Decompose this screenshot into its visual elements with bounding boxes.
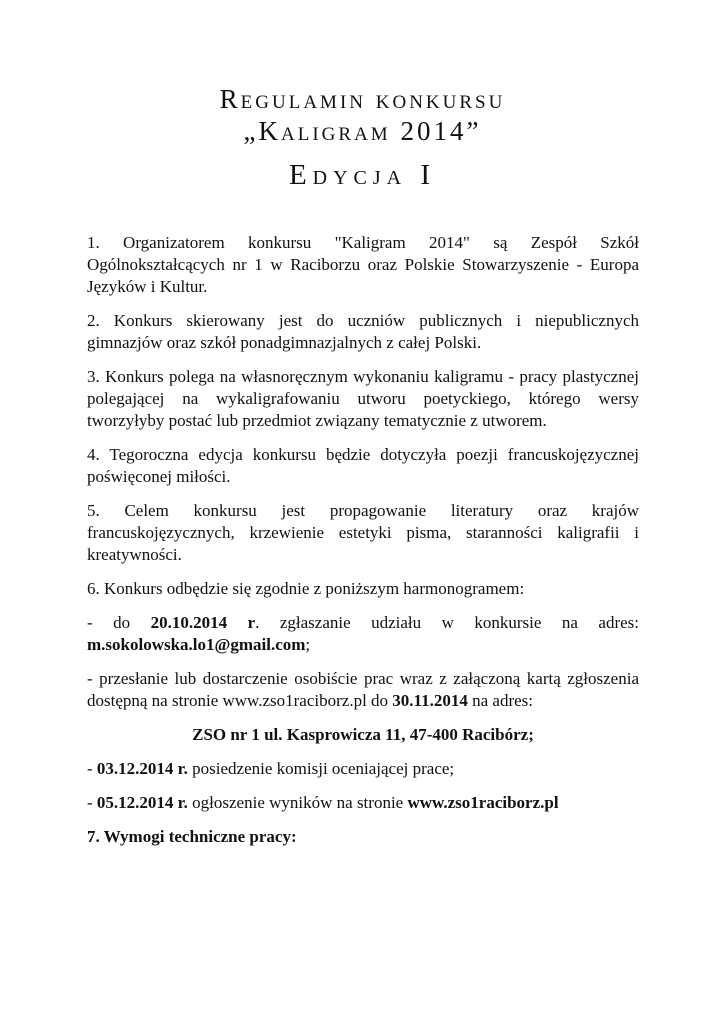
section-7-heading xyxy=(87,826,639,848)
submission-address: ZSO nr 1 ul. Kasprowicza 11, 47-400 Racibórz; xyxy=(192,725,534,744)
schedule-item-2-end: na adres: xyxy=(467,691,533,710)
schedule-item-1-date: 20.10.2014 r xyxy=(150,613,256,632)
paragraph-6: 6. Konkurs odbędzie się zgodnie z poniższym harmonogramem: xyxy=(87,579,525,598)
schedule-item-3-prefix: - xyxy=(87,759,97,778)
schedule-item-3-text: posiedzenie komisji oceniającej prace; xyxy=(187,759,455,778)
schedule-item-4-date: 05.12.2014 r. xyxy=(96,793,188,812)
schedule-item-1-end: ; xyxy=(305,635,311,654)
results-website: www.zso1raciborz.pl xyxy=(407,793,559,812)
contact-email: m.sokolowska.lo1@gmail.com xyxy=(87,635,306,654)
document-body xyxy=(87,232,639,860)
schedule-item-4-text: ogłoszenie wyników na stronie xyxy=(187,793,408,812)
schedule-item-3-date: 03.12.2014 r. xyxy=(96,759,188,778)
schedule-item-4-prefix: - xyxy=(87,793,97,812)
paragraph-5: 5. Celem konkursu jest propagowanie literatury oraz krajów francuskojęzycznych, krzewienie estetyki pisma, staranności kaligrafii i kreatywności. xyxy=(87,501,639,564)
paragraph-3: 3. Konkurs polega na własnoręcznym wykonaniu kaligramu - pracy plastycznej polegającej na wykaligrafowaniu utworu poetyckiego, którego wersy tworzyłyby postać lub przedmiot związany tematycznie z utworem. xyxy=(87,367,639,430)
schedule-item-1-prefix: - do xyxy=(87,613,151,632)
edition-label: Edycja I xyxy=(288,159,437,191)
schedule-item-3 xyxy=(87,758,639,780)
section-7-heading-text: 7. Wymogi techniczne pracy: xyxy=(87,827,297,846)
schedule-item-2-date: 30.11.2014 xyxy=(392,691,468,710)
document-subtitle: „Kaligram 2014” xyxy=(243,116,482,146)
paragraph-1: 1. Organizatorem konkursu "Kaligram 2014" są Zespół Szkół Ogólnokształcących nr 1 w Raciborzu oraz Polskie Stowarzyszenie - Europa Języków i Kultur. xyxy=(87,233,639,296)
schedule-item-1 xyxy=(87,612,639,656)
schedule-item-2-text: - przesłanie lub dostarczenie osobiście prac wraz z załączoną kartą zgłoszenia dostępną na stronie www.zso1raciborz.pl do xyxy=(87,669,639,710)
schedule-item-4 xyxy=(87,792,639,814)
schedule-item-2 xyxy=(87,668,639,712)
paragraph-4: 4. Tegoroczna edycja konkursu będzie dotyczyła poezji francuskojęzycznej poświęconej miłości. xyxy=(87,445,639,486)
paragraph-2: 2. Konkurs skierowany jest do uczniów publicznych i niepublicznych gimnazjów oraz szkół ponadgimnazjalnych z całej Polski. xyxy=(87,311,639,352)
schedule-item-1-text: . zgłaszanie udziału w konkursie na adres: xyxy=(255,613,639,632)
document-title: Regulamin konkursu xyxy=(219,84,506,114)
